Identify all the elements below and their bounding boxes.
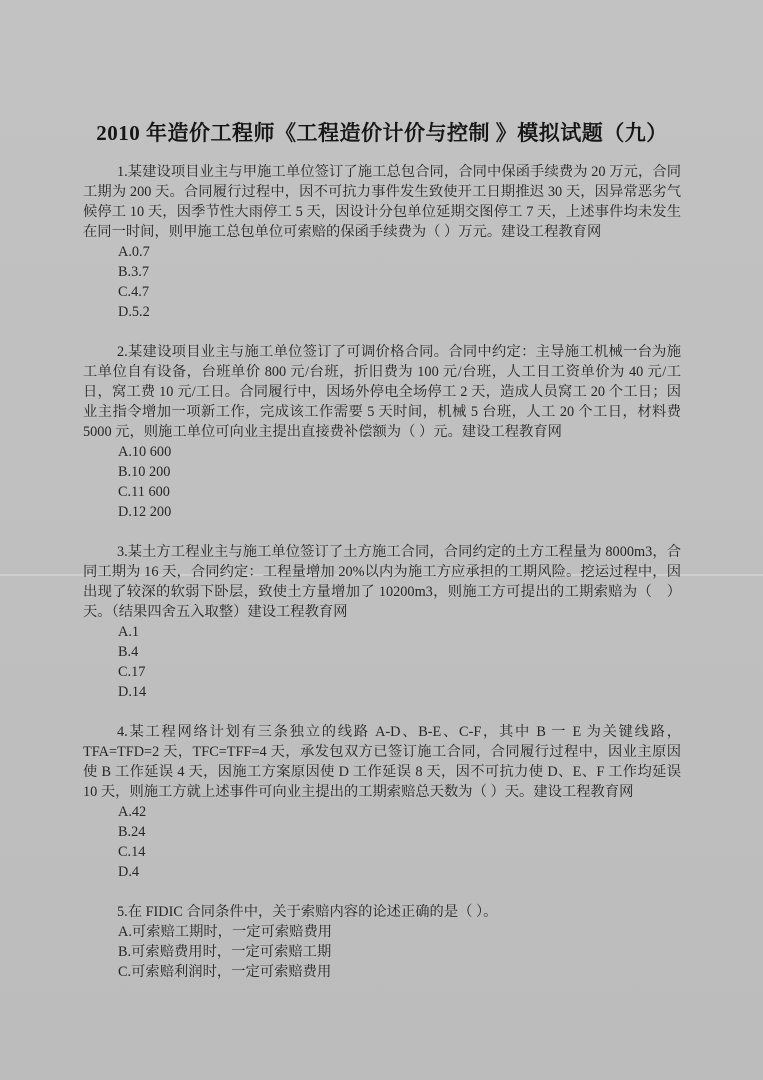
options-list bbox=[83, 922, 681, 982]
options-list bbox=[83, 242, 681, 322]
option: D.12 200 bbox=[118, 504, 172, 520]
option: B.10 200 bbox=[118, 464, 171, 480]
question-text: 4.某工程网络计划有三条独立的线路 A-D、B-E、C-F，其中 B 一 E 为关键线路，TFA=TFD=2 天，TFC=TFF=4 天，承发包双方已签订施工合同，合同履行过程中，因业主原因使 B 工作延误 4 天，因施工方案原因使 D 工作延误 8 天，因不可抗力使 D、E、F 工作均延误 10 天，则施工方就上述事件可向业主提出的工期索赔总天数为（ ）天。建设工程教育网 bbox=[83, 724, 681, 800]
option: C.17 bbox=[118, 664, 146, 680]
option: B.3.7 bbox=[118, 264, 149, 280]
option: A.10 600 bbox=[118, 444, 172, 460]
option: C.可索赔利润时，一定可索赔费用 bbox=[118, 964, 332, 980]
option: B.可索赔费用时，一定可索赔工期 bbox=[118, 944, 332, 960]
document-content bbox=[83, 118, 681, 982]
option: D.4 bbox=[118, 864, 140, 880]
question-2 bbox=[83, 342, 681, 522]
option: D.5.2 bbox=[118, 304, 150, 320]
question-3 bbox=[83, 542, 681, 702]
option: C.14 bbox=[118, 844, 146, 860]
question-text: 1.某建设项目业主与甲施工单位签订了施工总包合同，合同中保函手续费为 20 万元，合同工期为 200 天。合同履行过程中，因不可抗力事件发生致使开工日期推迟 30 天，因异常恶劣气候停工 10 天，因季节性大雨停工 5 天，因设计分包单位延期交图停工 7 天，上述事件均未发生在同一时间，则甲施工总包单位可索赔的保函手续费为（ ）万元。建设工程教育网 bbox=[83, 164, 681, 240]
question-text: 2.某建设项目业主与施工单位签订了可调价格合同。合同中约定：主导施工机械一台为施工单位自有设备，台班单价 800 元/台班，折旧费为 100 元/台班，人工日工资单价为 40 元/工日，窝工费 10 元/工日。合同履行中，因场外停电全场停工 2 天，造成人员窝工 20 个工日；因业主指令增加一项新工作，完成该工作需要 5 天时间，机械 5 台班，人工 20 个工日，材料费 5000 元，则施工单位可向业主提出直接费补偿额为（ ）元。建设工程教育网 bbox=[83, 344, 681, 440]
options-list bbox=[83, 802, 681, 882]
option: B.4 bbox=[118, 644, 139, 660]
option: C.11 600 bbox=[118, 484, 170, 500]
question-5 bbox=[83, 902, 681, 982]
option: C.4.7 bbox=[118, 284, 149, 300]
option: A.0.7 bbox=[118, 244, 150, 260]
option: A.可索赔工期时，一定可索赔费用 bbox=[118, 924, 333, 940]
options-list bbox=[83, 442, 681, 522]
question-text: 3.某土方工程业主与施工单位签订了土方施工合同，合同约定的土方工程量为 8000m3，合同工期为 16 天，合同约定：工程量增加 20%以内为施工方应承担的工期风险。挖运过程中，因出现了较深的软弱下卧层，致使土方量增加了 10200m3，则施工方可提出的工期索赔为（ ）天。（结果四舍五入取整）建设工程教育网 bbox=[83, 544, 681, 620]
option: A.1 bbox=[118, 624, 140, 640]
question-text: 5.在 FIDIC 合同条件中，关于索赔内容的论述正确的是（ ）。 bbox=[117, 904, 498, 920]
option: B.24 bbox=[118, 824, 146, 840]
option: D.14 bbox=[118, 684, 147, 700]
page-title: 2010 年造价工程师《工程造价计价与控制 》模拟试题（九） bbox=[96, 121, 668, 145]
option: A.42 bbox=[118, 804, 147, 820]
options-list bbox=[83, 622, 681, 702]
question-4 bbox=[83, 722, 681, 882]
question-1 bbox=[83, 162, 681, 322]
